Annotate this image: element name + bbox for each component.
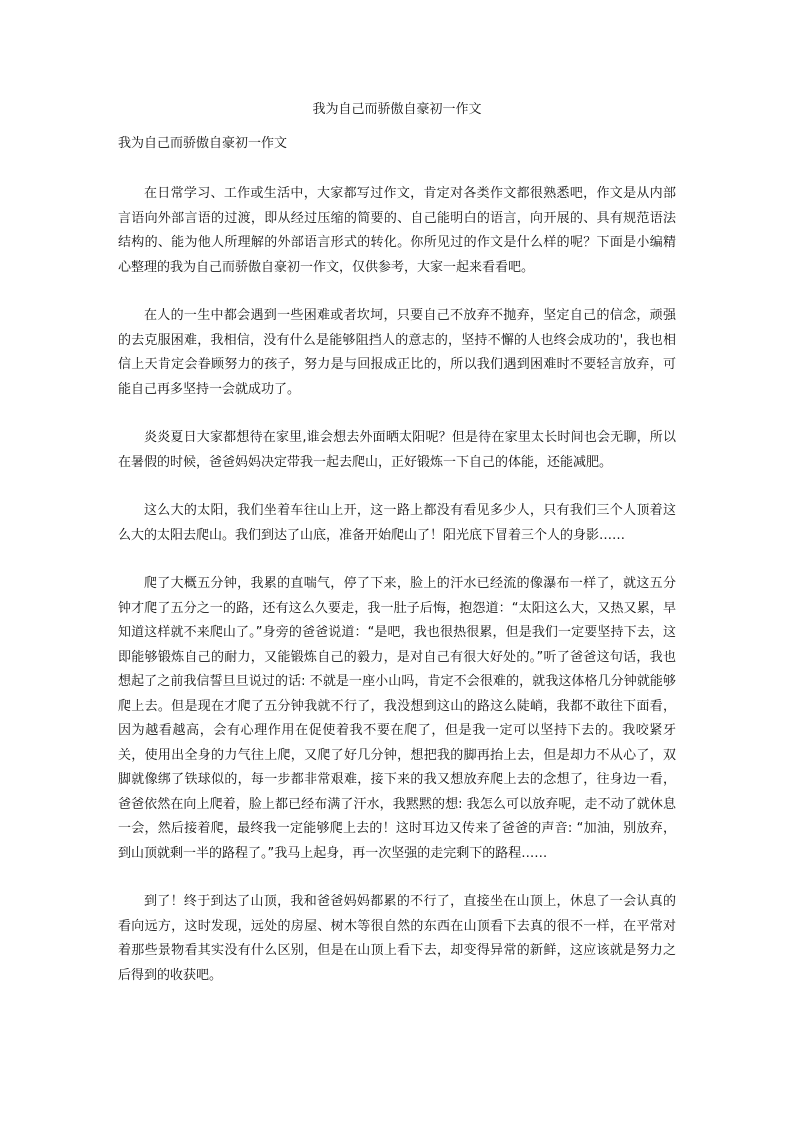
document-body xyxy=(118,182,676,988)
paragraph-climbing: 爬了大概五分钟，我累的直喘气，停了下来，脸上的汗水已经流的像瀑布一样了，就这五分钟才爬了五分之一的路，还有这么久要走，我一肚子后悔，抱怨道：“太阳这么大，又热又累，早知道这样就不来爬山了。”身旁的爸爸说道：“是吧，我也很热很累，但是我们一定要坚持下去，这即能够锻炼自己的耐力，又能锻炼自己的毅力，是对自己有很大好处的。”听了爸爸这句话，我也想起了之前我信誓旦旦说过的话: 不就是一座小山吗，肯定不会很难的，就我这体格几分钟就能够爬上去。但是现在才爬了五分钟我就不行了，我没想到这山的路这么陡峭，我都不敢往下面看，因为越看越高，会有心理作用在促使着我不要在爬了，但是我一定可以坚持下去的。我咬紧牙关，使用出全身的力气往上爬，又爬了好几分钟，想把我的脚再抬上去，但是却力不从心了，双脚就像绑了铁球似的，每一步都非常艰难，接下来的我又想放弃爬上去的念想了，往身边一看，爸爸依然在向上爬着，脸上都已经布满了汗水，我黙黙的想: 我怎么可以放弃呢，走不动了就休息一会，然后接着爬，最终我一定能够爬上去的！这时耳边又传来了爸爸的声音: “加油，别放弃，到山顶就剩一半的路程了。”我马上起身，再一次坚强的走完剩下的路程…… xyxy=(118,576,676,861)
paragraph-summer: 炎炎夏日大家都想待在家里,谁会想去外面晒太阳呢？但是待在家里太长时间也会无聊，所以在暑假的时候，爸爸妈妈决定带我一起去爬山，正好锻炼一下自己的体能，还能减肥。 xyxy=(118,430,676,470)
paragraph-perseverance: 在人的一生中都会遇到一些困难或者坎坷，只要自己不放弃不抛弃，坚定自己的信念，顽强的去克服困难，我相信，没有什么是能够阻挡人的意志的，坚持不懈的人也终会成功的'，我也相信上天肯定会眷顾努力的孩子，努力是与回报成正比的，所以我们遇到困难时不要轻言放弃，可能自己再多坚持一会就成功了。 xyxy=(118,308,676,397)
paragraph-intro: 在日常学习、工作或生活中，大家都写过作文，肯定对各类作文都很熟悉吧，作文是从内部言语向外部言语的过渡，即从经过压缩的简要的、自己能明白的语言，向开展的、具有规范语法结构的、能为他人所理解的外部语言形式的转化。你所见过的作文是什么样的呢？下面是小编精心整理的我为自己而骄傲自豪初一作文，仅供参考，大家一起来看看吧。 xyxy=(118,186,676,275)
paragraph-summit: 到了！终于到达了山顶，我和爸爸妈妈都累的不行了，直接坐在山顶上，休息了一会认真的看向远方，这时发现，远处的房屋、树木等很自然的东西在山顶看下去真的很不一样，在平常对着那些景物看其实没有什么区别，但是在山顶上看下去，却变得异常的新鲜，这应该就是努力之后得到的收获吧。 xyxy=(118,894,676,983)
document-subtitle: 我为自己而骄傲自豪初一作文 xyxy=(118,136,288,151)
paragraph-arrival: 这么大的太阳，我们坐着车往山上开，这一路上都没有看见多少人，只有我们三个人顶着这么大的太阳去爬山。我们到达了山底，准备开始爬山了！阳光底下冒着三个人的身影…… xyxy=(118,503,676,543)
document-title: 我为自己而骄傲自豪初一作文 xyxy=(312,102,482,117)
